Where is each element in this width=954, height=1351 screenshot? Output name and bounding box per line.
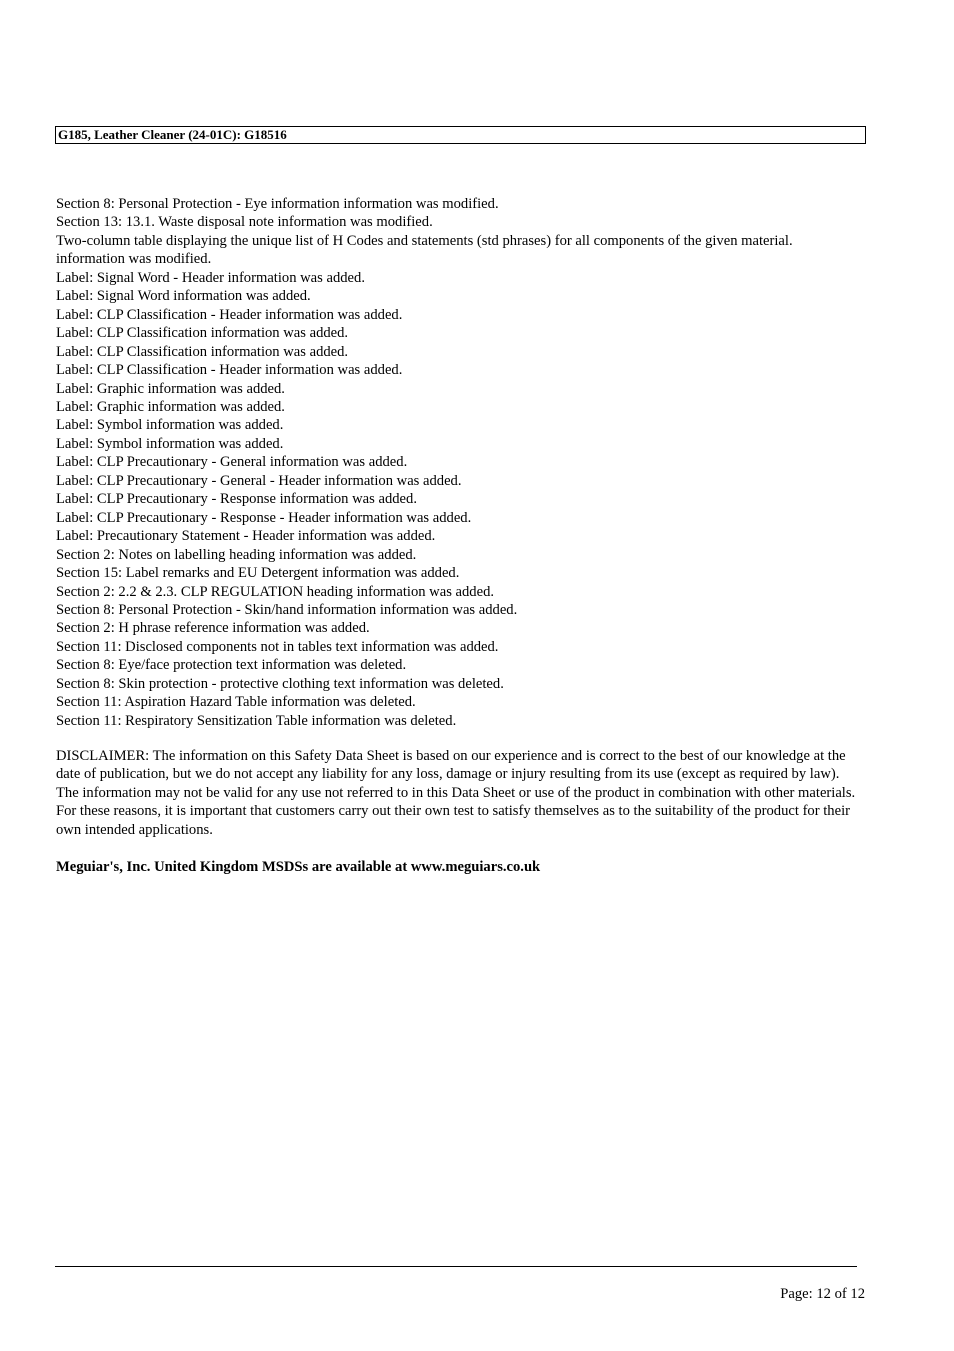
disclaimer-paragraph: DISCLAIMER: The information on this Safety Data Sheet is based on our experience and is correct to the best of our knowledge at the date of publication, but we do not accept any liability for any loss, damage or injury resulting from its use (except as required by law). The information may not be valid for any use not referred to in this Data Sheet or use of the product in combination with other materials. For these reasons, it is important that customers carry out their own test to satisfy themselves as to the suitability of the product for their own intended applications. [56, 748, 856, 838]
change-item: Section 8: Personal Protection - Eye information information was modified. [56, 196, 499, 212]
change-item: Section 2: H phrase reference information was added. [56, 620, 370, 637]
change-item: Label: Graphic information was added. [56, 398, 285, 415]
change-item: Label: Graphic information was added. [56, 380, 285, 397]
change-item: Section 2: Notes on labelling heading information was added. [56, 546, 417, 563]
change-item: Section 15: Label remarks and EU Detergent information was added. [56, 565, 460, 582]
document-header: G185, Leather Cleaner (24-01C): G18516 [55, 126, 866, 144]
change-item: Label: CLP Precautionary - General - Header information was added. [56, 472, 462, 489]
change-item: Label: CLP Classification information was added. [56, 343, 349, 360]
change-item: Section 11: Aspiration Hazard Table information was deleted. [56, 694, 416, 711]
change-item: Section 11: Disclosed components not in tables text information was added. [56, 638, 499, 655]
change-item: Section 8: Personal Protection - Skin/hand information information was added. [56, 601, 518, 618]
change-item: Section 8: Skin protection - protective clothing text information was deleted. [56, 675, 504, 692]
change-item: Label: CLP Classification - Header information was added. [56, 362, 403, 379]
change-item: Label: Signal Word - Header information was added. [56, 269, 365, 286]
change-item: Section 11: Respiratory Sensitization Table information was deleted. [56, 712, 457, 729]
change-item: Label: Signal Word information was added. [56, 288, 311, 305]
page-number: Page: 12 of 12 [780, 1286, 865, 1302]
change-item: Section 13: 13.1. Waste disposal note information was modified. [56, 214, 433, 231]
msds-availability-note: Meguiar's, Inc. United Kingdom MSDSs are available at www.meguiars.co.uk [56, 859, 541, 875]
change-item: Label: CLP Classification information was added. [56, 325, 349, 342]
change-item: Label: Symbol information was added. [56, 417, 284, 434]
change-item: Label: CLP Precautionary - Response information was added. [56, 491, 417, 508]
change-item: Label: Symbol information was added. [56, 435, 284, 452]
change-item: Label: CLP Precautionary - General information was added. [56, 454, 408, 471]
change-item: Label: CLP Classification - Header information was added. [56, 306, 403, 323]
revision-changes-list [56, 195, 856, 730]
change-item: Label: Precautionary Statement - Header information was added. [56, 528, 436, 545]
change-item: Two-column table displaying the unique list of H Codes and statements (std phrases) for all components of the given material. information was modified. [56, 232, 793, 268]
change-item: Label: CLP Precautionary - Response - Header information was added. [56, 509, 472, 526]
change-item: Section 8: Eye/face protection text information was deleted. [56, 657, 407, 674]
change-item: Section 2: 2.2 & 2.3. CLP REGULATION heading information was added. [56, 583, 495, 600]
footer-divider [55, 1266, 857, 1267]
